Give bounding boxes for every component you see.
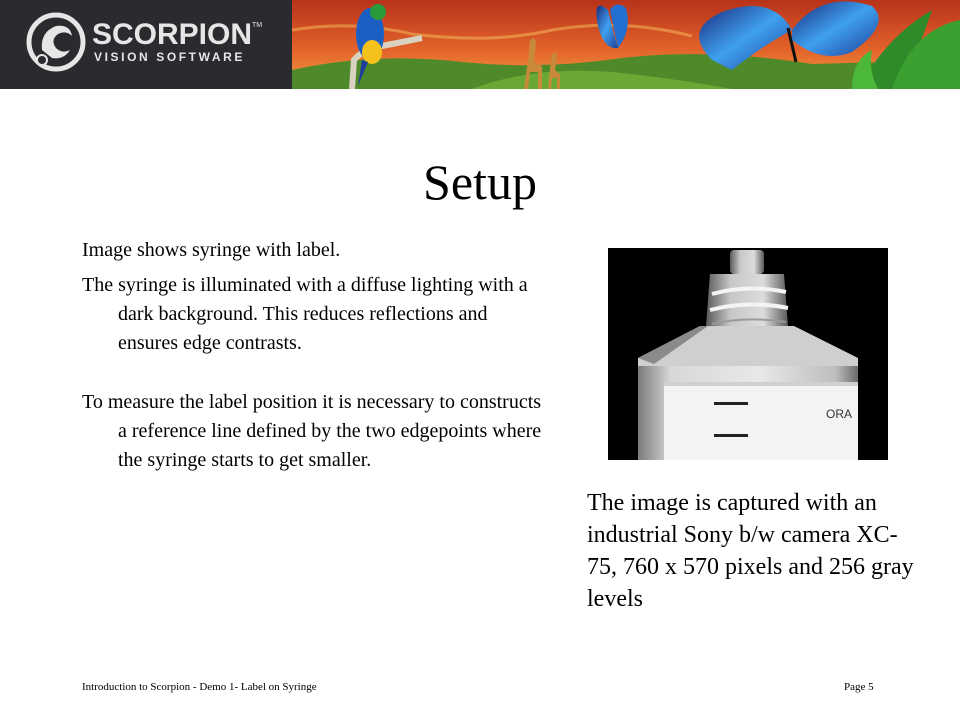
syringe-label-text: ORA xyxy=(826,407,853,421)
body-paragraph: The syringe is illuminated with a diffuse lighting with a dark background. This reduces reflections and ensures edge contrasts. xyxy=(82,274,528,354)
footer-text: Introduction to Scorpion - Demo 1- Label on Syringe xyxy=(82,681,317,693)
logo-name: SCORPION xyxy=(92,18,253,51)
logo xyxy=(0,0,292,89)
image-caption: The image is captured with an industrial Sony b/w camera XC-75, 760 x 570 pixels and 256 gray levels xyxy=(587,490,914,612)
logo-trademark: TM xyxy=(252,22,263,29)
syringe-image xyxy=(608,248,888,460)
page-number: Page 5 xyxy=(844,681,874,693)
body-paragraph: Image shows syringe with label. xyxy=(82,239,341,261)
body-text xyxy=(82,236,552,481)
scorpion-logo-icon xyxy=(26,10,86,74)
banner-jungle-scene xyxy=(292,0,960,89)
logo-subtitle: VISION SOFTWARE xyxy=(94,50,246,64)
body-paragraph: To measure the label position it is necessary to constructs a reference line defined by the two edgepoints where the syringe starts to get smaller. xyxy=(82,391,542,471)
syringe-photo xyxy=(608,248,888,460)
slide-title: Setup xyxy=(423,154,537,210)
header-banner xyxy=(0,0,960,89)
